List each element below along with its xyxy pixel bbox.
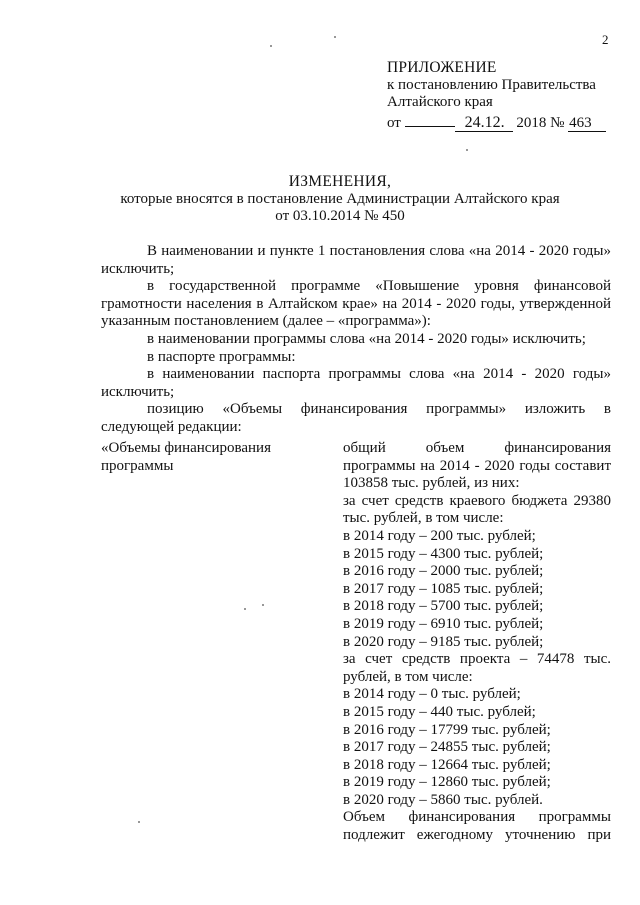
funding-table-content — [343, 440, 611, 845]
body-text — [101, 243, 611, 437]
scan-speck — [466, 149, 468, 151]
appendix-date-line — [387, 112, 627, 133]
regional-year-item: в 2020 году – 9185 тыс. рублей; — [343, 633, 544, 650]
heading-line-2: от 03.10.2014 № 450 — [275, 208, 405, 225]
scan-speck — [244, 608, 246, 610]
paragraph: позицию «Объемы финансирования программы» изложить в следующей редакции: — [101, 401, 611, 435]
appendix-line-2: Алтайского края — [387, 94, 493, 111]
project-year-item: в 2018 году – 12664 тыс. рублей; — [343, 756, 551, 773]
project-year-item: в 2020 году – 5860 тыс. рублей. — [343, 791, 543, 808]
project-year-item: в 2015 году – 440 тыс. рублей; — [343, 703, 536, 720]
funding-note: Объем финансирования программы подлежит ежегодному уточнению при — [343, 809, 611, 844]
heading-line-1: которые вносятся в постановление Администрации Алтайского края — [120, 190, 560, 207]
decree-number: 463 — [568, 115, 606, 132]
regional-year-item: в 2016 году – 2000 тыс. рублей; — [343, 563, 544, 580]
document-heading — [40, 173, 640, 226]
project-year-item: в 2014 году – 0 тыс. рублей; — [343, 686, 521, 703]
paragraph: В наименовании и пункте 1 постановления слова «на 2014 - 2020 годы» исключить; — [101, 243, 611, 277]
appendix-block — [387, 59, 627, 132]
project-year-item: в 2017 году – 24855 тыс. рублей; — [343, 739, 551, 756]
number-sign: № — [550, 114, 565, 131]
appendix-title: ПРИЛОЖЕНИЕ — [387, 59, 497, 76]
scan-speck — [270, 45, 272, 47]
scan-speck — [138, 821, 140, 823]
project-year-item: в 2016 году – 17799 тыс. рублей; — [343, 721, 551, 738]
funding-total: общий объем финансирования программы на 2014 - 2020 годы составит 103858 тыс. рублей, из них: — [343, 440, 611, 492]
regional-year-item: в 2019 году – 6910 тыс. рублей; — [343, 615, 544, 632]
decree-date: 24.12. — [455, 114, 513, 132]
scan-speck — [334, 36, 336, 38]
project-year-item: в 2019 году – 12860 тыс. рублей; — [343, 774, 551, 791]
project-funds-intro: за счет средств проекта – 74478 тыс. рублей, в том числе: — [343, 651, 611, 685]
paragraph: в паспорте программы: — [147, 348, 296, 365]
page-number: 2 — [602, 32, 609, 47]
regional-budget-intro: за счет средств краевого бюджета 29380 тыс. рублей, в том числе: — [343, 492, 611, 527]
scan-speck — [262, 604, 264, 606]
heading-title: ИЗМЕНЕНИЯ, — [288, 173, 392, 190]
regional-year-item: в 2017 году – 1085 тыс. рублей; — [343, 580, 544, 597]
from-label: от — [387, 114, 401, 131]
regional-year-item: в 2015 году – 4300 тыс. рублей; — [343, 545, 544, 562]
date-blank — [405, 112, 455, 127]
funding-table-label: «Объемы финансирования программы — [101, 440, 271, 474]
paragraph: в государственной программе «Повышение уровня финансовой грамотности населения в Алтайском крае» на 2014 - 2020 годы, утвержденной указанным постановлением (далее – «программа»): — [101, 278, 611, 330]
decree-year: 2018 — [516, 114, 547, 131]
regional-year-item: в 2018 году – 5700 тыс. рублей; — [343, 598, 544, 615]
paragraph: в наименовании паспорта программы слова «на 2014 - 2020 годы» исключить; — [101, 366, 611, 400]
appendix-line-1: к постановлению Правительства — [387, 76, 596, 93]
regional-year-item: в 2014 году – 200 тыс. рублей; — [343, 527, 536, 544]
paragraph: в наименовании программы слова «на 2014 - 2020 годы» исключить; — [147, 330, 586, 347]
